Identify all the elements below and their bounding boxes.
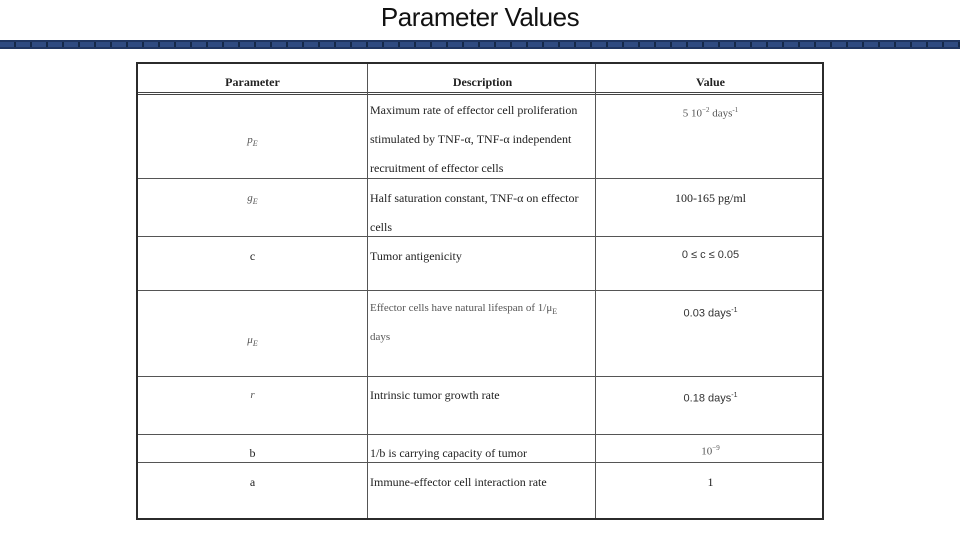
param-cell: r [250, 389, 255, 401]
header-value: Value [696, 75, 725, 89]
column-separator [595, 64, 596, 518]
row-separator [138, 290, 822, 291]
value-cell: 0 ≤ c ≤ 0.05 [681, 249, 740, 261]
param-cell: $\mu_E$ [247, 334, 258, 349]
value-cell: 100-165 pg/ml [675, 191, 746, 205]
description-line: Half saturation constant, TNF-α on effector [370, 191, 579, 205]
description-line: Intrinsic tumor growth rate [370, 388, 500, 402]
value-cell: $10^{-9}$ [701, 444, 720, 458]
description-line: Tumor antigenicity [370, 249, 462, 263]
param-cell: b [249, 446, 256, 460]
param-cell: $g_E$ [247, 192, 258, 207]
header-description: Description [452, 75, 513, 89]
parameter-table [136, 62, 824, 520]
value-cell: 0.03 days$^{-1}$ [683, 307, 738, 320]
param-cell: c [249, 249, 256, 263]
description-line: Immune-effector cell interaction rate [370, 475, 547, 489]
description-line: Maximum rate of effector cell proliferation [370, 103, 578, 117]
column-separator [367, 64, 368, 518]
description-line: 1/b is carrying capacity of tumor [370, 446, 527, 460]
slide-title: Parameter Values [380, 2, 580, 32]
description-line: recruitment of effector cells [370, 161, 504, 175]
title-divider-pattern [0, 42, 960, 47]
param-cell: $p_E$ [247, 134, 258, 149]
row-separator [138, 376, 822, 377]
value-cell: 5 $10^{-2}$ days$^{-1}$ [682, 106, 739, 120]
description-line: stimulated by TNF-α, TNF-α independent [370, 132, 572, 146]
description-line: days [370, 331, 391, 343]
description-line: Effector cells have natural lifespan of $1/\mu_E$ [370, 302, 558, 317]
description-line: cells [370, 220, 392, 234]
param-cell: a [249, 475, 256, 489]
header-parameter: Parameter [225, 75, 280, 89]
value-cell: 0.18 days$^{-1}$ [683, 392, 738, 405]
value-cell: 1 [707, 475, 714, 489]
